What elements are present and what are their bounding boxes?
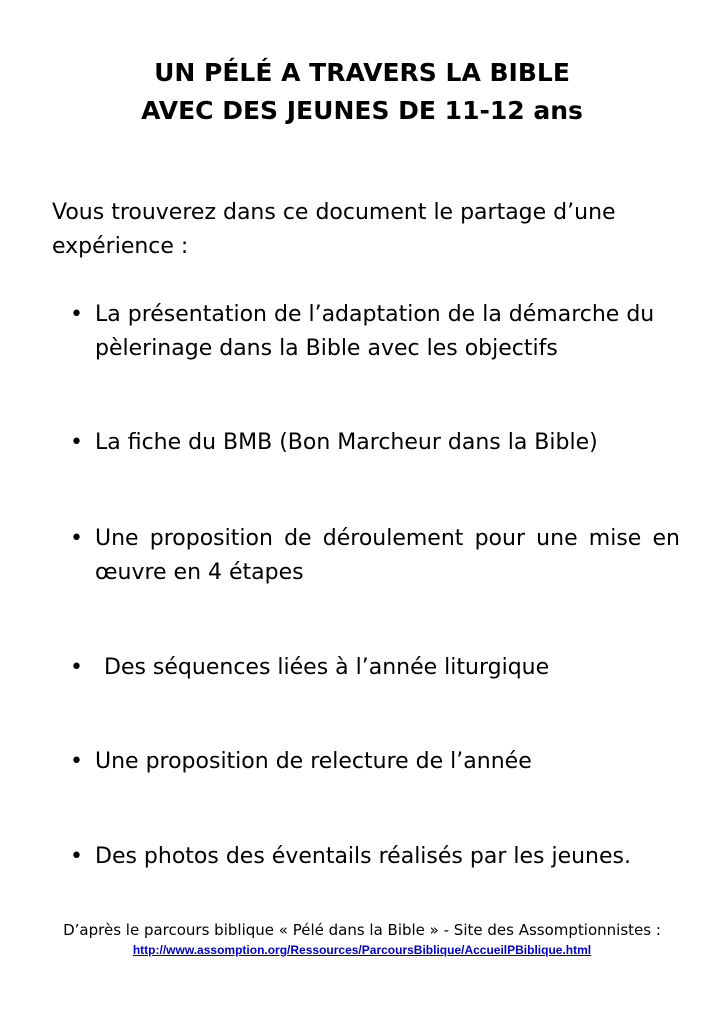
bullet-icon: • [70, 526, 83, 551]
list-item [70, 745, 680, 779]
list-item-text: Une proposition de déroulement pour une mise en œuvre en 4 étapes [95, 526, 680, 585]
list-item-text: Des séquences liées à l’année liturgique [104, 655, 550, 680]
document-title-line-1: UN PÉLÉ A TRAVERS LA BIBLE [154, 58, 570, 87]
source-link[interactable]: http://www.assomption.org/Ressources/ParcoursBiblique/AccueilPBiblique.html [132, 943, 592, 957]
list-item [70, 840, 680, 874]
list-item-text: La présentation de l’adaptation de la démarche du pèlerinage dans la Bible avec les objectifs [95, 302, 655, 361]
list-item [70, 522, 680, 590]
list-item [70, 426, 680, 460]
bullet-icon: • [70, 655, 83, 680]
footer-source-text: D’après le parcours biblique « Pélé dans la Bible » - Site des Assomptionnistes : [63, 921, 661, 939]
list-item [70, 298, 680, 366]
footer-link-line [0, 941, 724, 959]
list-item-text: La fiche du BMB (Bon Marcheur dans la Bible) [95, 430, 598, 455]
document-title-line-2: AVEC DES JEUNES DE 11-12 ans [141, 96, 583, 125]
list-item-text: Une proposition de relecture de l’année [95, 749, 532, 774]
bullet-icon: • [70, 844, 83, 869]
bullet-icon: • [70, 430, 83, 455]
bullet-icon: • [70, 749, 83, 774]
list-item [70, 651, 680, 685]
intro-paragraph: Vous trouverez dans ce document le partage d’une expérience : [52, 200, 616, 259]
bullet-icon: • [70, 302, 83, 327]
list-item-text: Des photos des éventails réalisés par les jeunes. [95, 844, 631, 869]
